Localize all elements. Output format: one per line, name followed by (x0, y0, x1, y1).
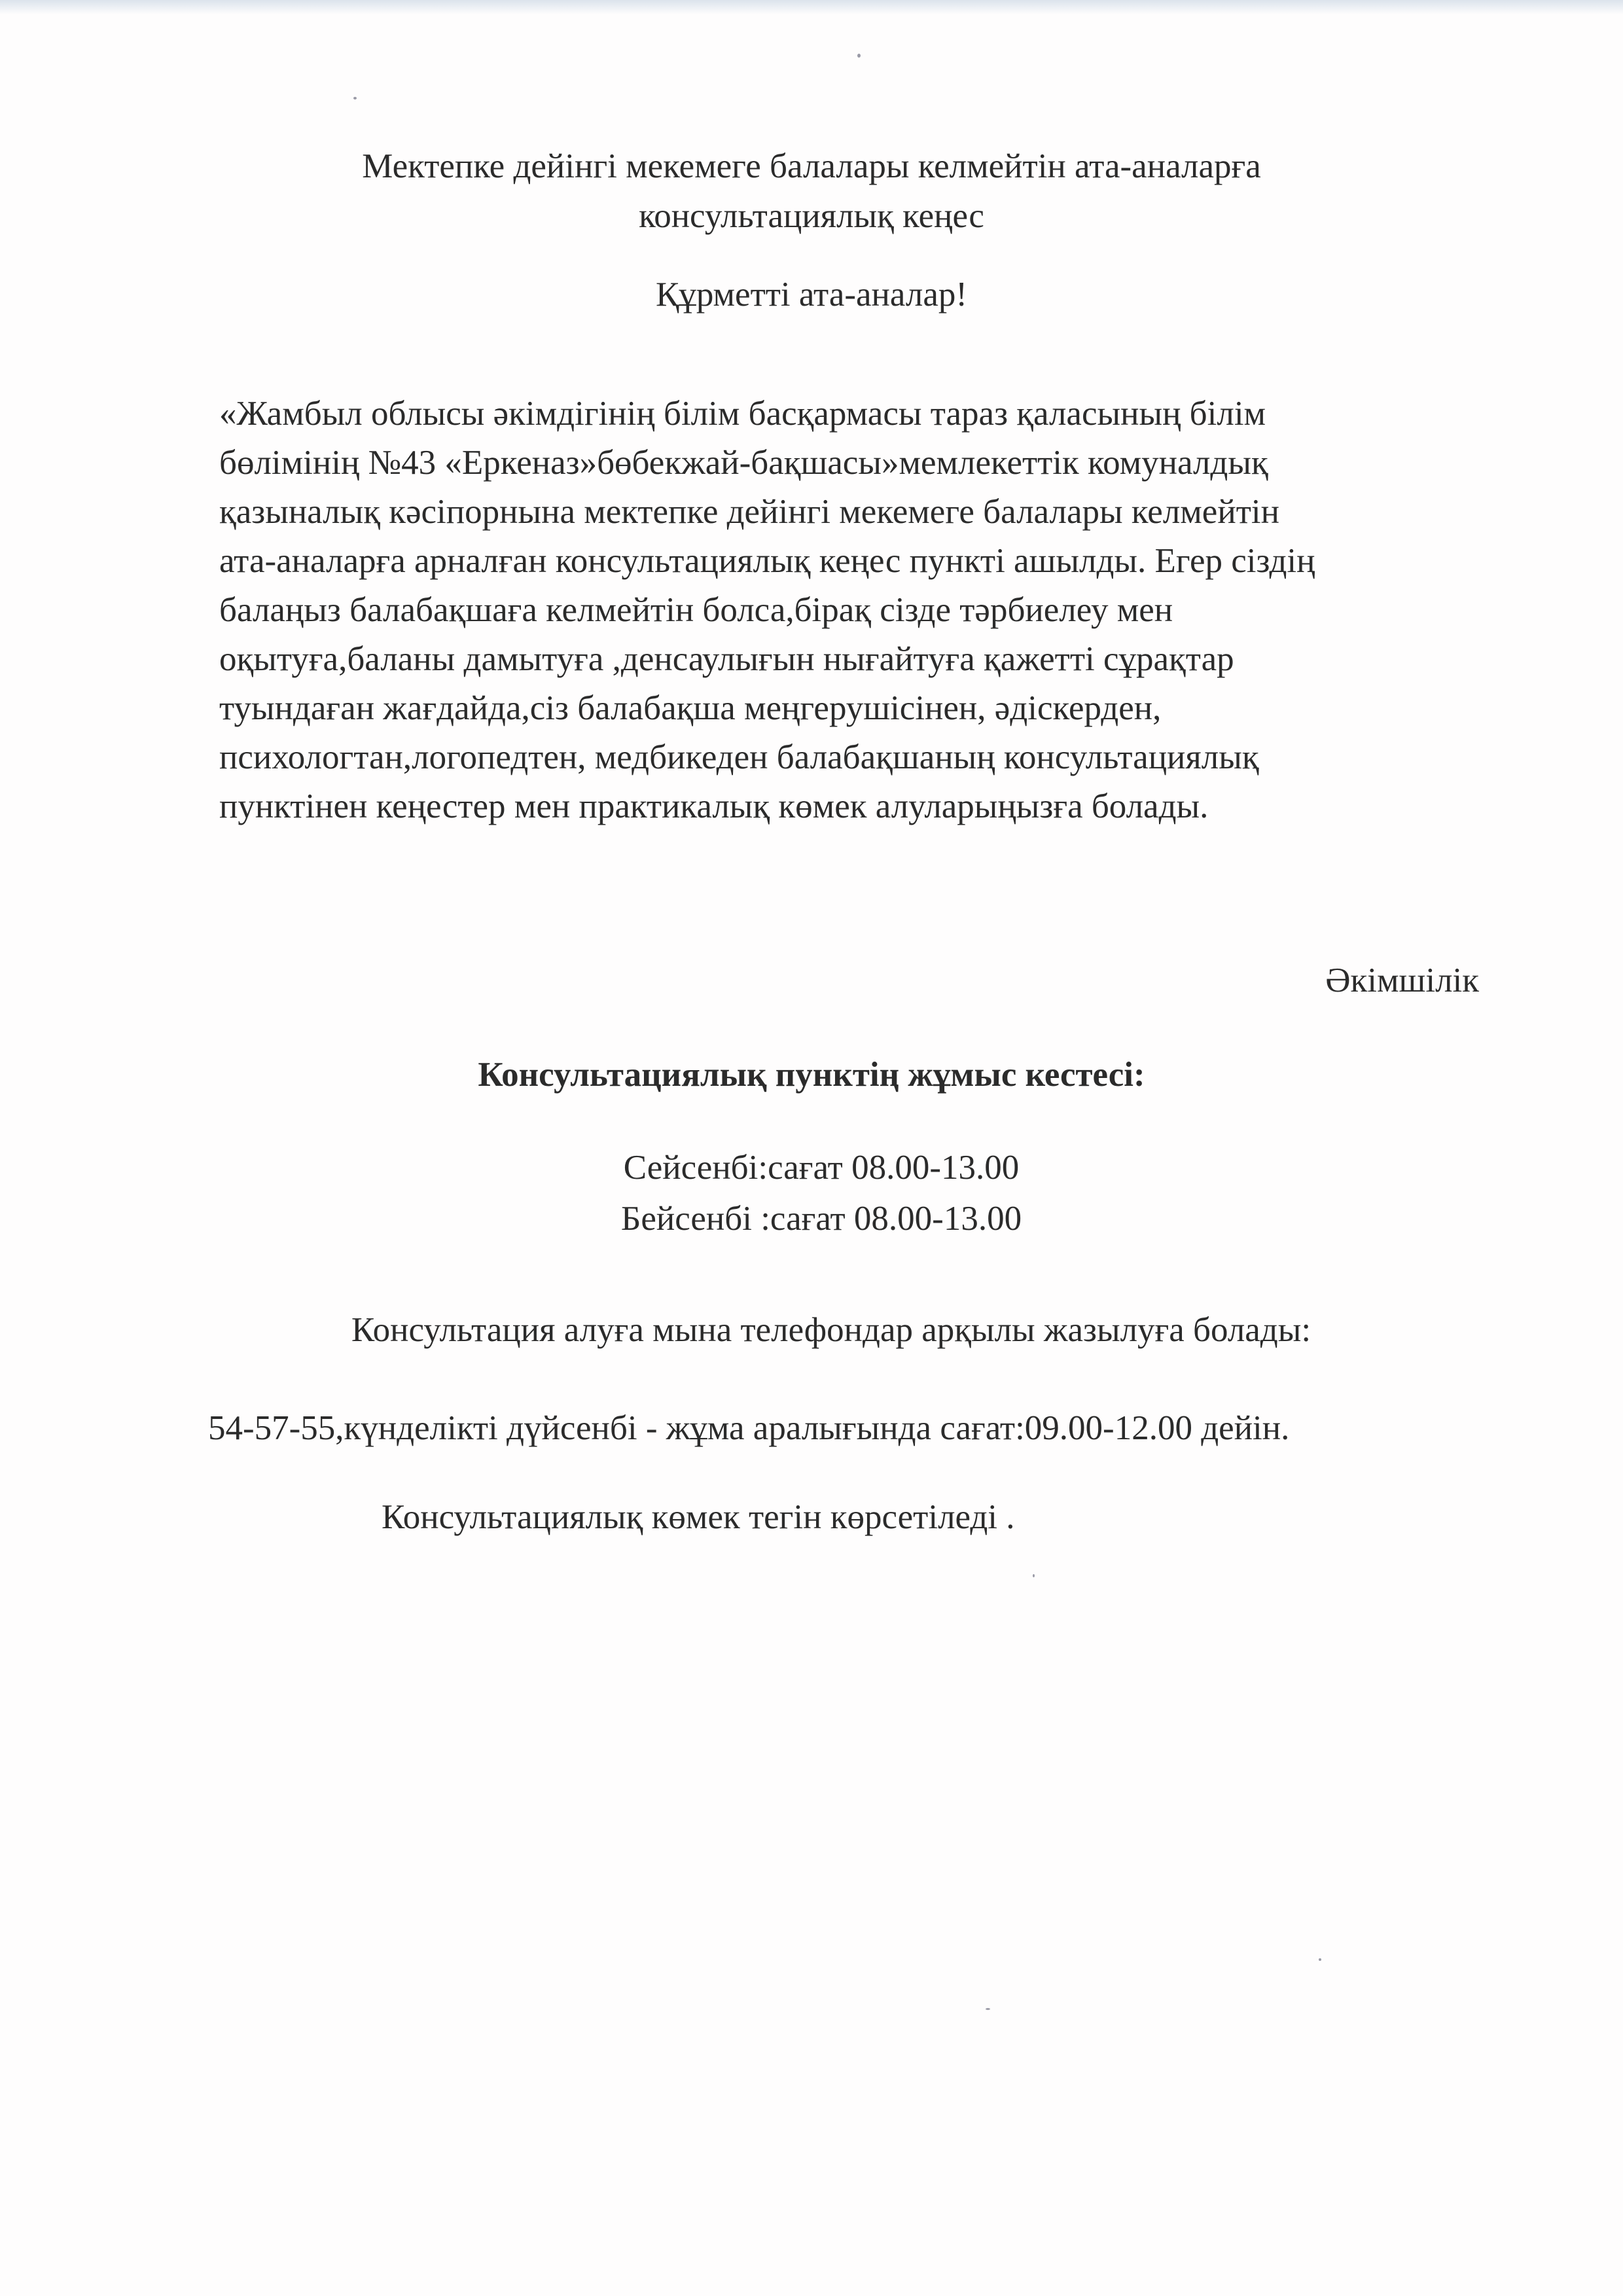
body-line: оқытуға,баланы дамытуға ,денсаулығын нығайтуға қажетті сұрақтар (219, 640, 1234, 678)
body-line: психологтан,логопедтен, медбикеден балабақшаның консультациялық (219, 738, 1259, 776)
schedule-wednesday: Бейсенбі :сағат 08.00-13.00 (620, 1200, 1022, 1238)
body-line: «Жамбыл облысы әкімдігінің білім басқармасы тараз қаласының білім (219, 395, 1266, 433)
scan-speck (857, 54, 861, 58)
body-line: ата-аналарға арналған консультациялық кеңес пункті ашылды. Егер сіздің (219, 542, 1315, 580)
greeting: Құрметті ата-аналар! (655, 276, 968, 314)
scan-speck (1319, 1958, 1321, 1961)
scan-speck (1033, 1574, 1035, 1577)
free-consultation-note: Консультациялық көмек тегін көрсетіледі . (382, 1498, 1015, 1536)
scan-speck (986, 2008, 990, 2010)
signature-administration: Әкімшілік (1325, 961, 1479, 999)
schedule-title: Консультациялық пунктің жұмыс кестесі: (478, 1056, 1145, 1094)
contact-intro: Консультация алуға мына телефондар арқылы жазылуға болады: (351, 1311, 1311, 1349)
body-line: туындаған жағдайда,сіз балабақша меңгерушісінен, әдіскерден, (219, 689, 1162, 727)
body-line: балаңыз балабақшаға келмейтін болса,бірақ сізде тәрбиелеу мен (219, 591, 1173, 629)
phone-line: 54-57-55,күнделікті дүйсенбі - жұма аралығында сағат:09.00-12.00 дейін. (208, 1409, 1290, 1447)
document-title-line-2: консультациялық кеңес (639, 197, 984, 235)
body-line: пунктінен кеңестер мен практикалық көмек алуларыңызға болады. (219, 787, 1209, 825)
document-title-line-1: Мектепке дейінгі мекемеге балалары келмейтін ата-аналарға (362, 147, 1261, 185)
body-line: бөлімінің №43 «Еркеназ»бөбекжай-бақшасы»мемлекеттік комуналдық (219, 444, 1268, 482)
schedule-tuesday: Сейсенбі:сағат 08.00-13.00 (623, 1149, 1020, 1187)
scan-speck (353, 97, 357, 99)
body-line: қазыналық кәсіпорнына мектепке дейінгі мекемеге балалары келмейтін (219, 493, 1279, 531)
scan-top-edge (0, 0, 1623, 14)
